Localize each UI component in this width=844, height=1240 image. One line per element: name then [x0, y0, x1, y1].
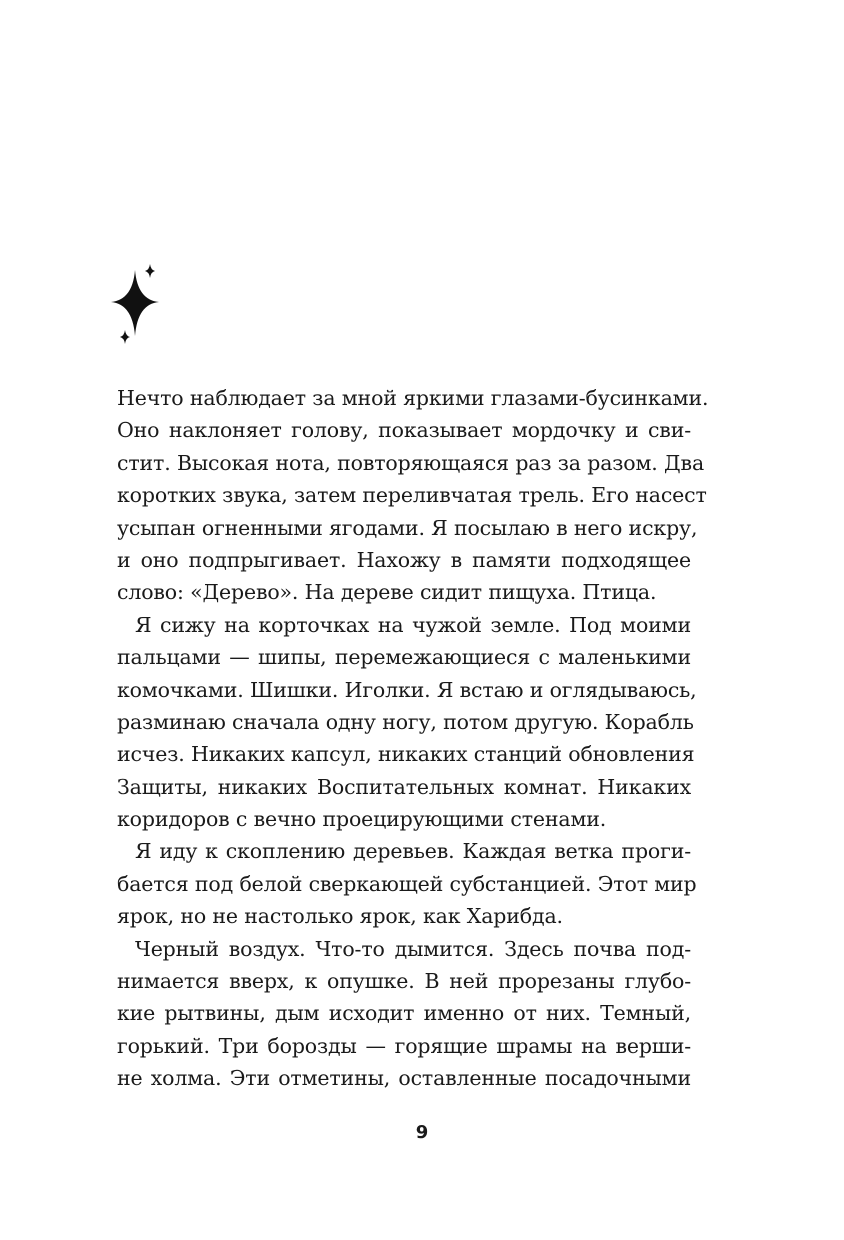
text-line: Нечто наблюдает за мной яркими глазами-бусинками.: [117, 386, 709, 410]
text-line: Я сижу на корточках на чужой земле. Под моими: [135, 612, 691, 637]
text-line: коротких звука, затем переливчатая трель. Его насест: [117, 483, 707, 508]
text-line: слово: «Дерево». На дереве сидит пищуха. Птица.: [117, 580, 657, 605]
text-line: Защиты, никаких Воспитательных комнат. Никаких: [117, 774, 691, 799]
text-line: и оно подпрыгивает. Нахожу в памяти подходящее: [117, 547, 691, 572]
text-line: исчез. Никаких капсул, никаких станций обновления: [117, 742, 695, 767]
text-line: пальцами — шипы, перемежающиеся с маленькими: [117, 645, 691, 670]
text-line: не холма. Эти отметины, оставленные посадочными: [117, 1066, 691, 1091]
text-line: стит. Высокая нота, повторяющаяся раз за разом. Два: [117, 450, 705, 475]
text-line: бается под белой сверкающей субстанцией. Этот мир: [117, 871, 697, 896]
text-line: Я иду к скоплению деревьев. Каждая ветка проги-: [135, 839, 691, 864]
text-line: коридоров с вечно проецирующими стенами.: [117, 807, 607, 832]
text-line: усыпан огненными ягодами. Я посылаю в него искру,: [117, 515, 698, 540]
text-line: разминаю сначала одну ногу, потом другую. Корабль: [117, 709, 694, 734]
text-line: ярок, но не настолько ярок, как Харибда.: [117, 904, 563, 929]
text-line: кие рытвины, дым исходит именно от них. Темный,: [117, 1001, 691, 1026]
text-line: Оно наклоняет голову, показывает мордочку и сви-: [117, 418, 691, 443]
text-line: нимается вверх, к опушке. В ней прорезаны глубо-: [117, 969, 691, 994]
page-number: 9: [415, 1122, 429, 1143]
body-text: [117, 382, 709, 1095]
text-line: Черный воздух. Что-то дымится. Здесь почва под-: [135, 936, 691, 961]
sparkle-stars-icon: [104, 262, 166, 348]
text-line: комочками. Шишки. Иголки. Я встаю и оглядываюсь,: [117, 677, 697, 702]
text-line: горький. Три борозды — горящие шрамы на верши-: [117, 1033, 691, 1058]
